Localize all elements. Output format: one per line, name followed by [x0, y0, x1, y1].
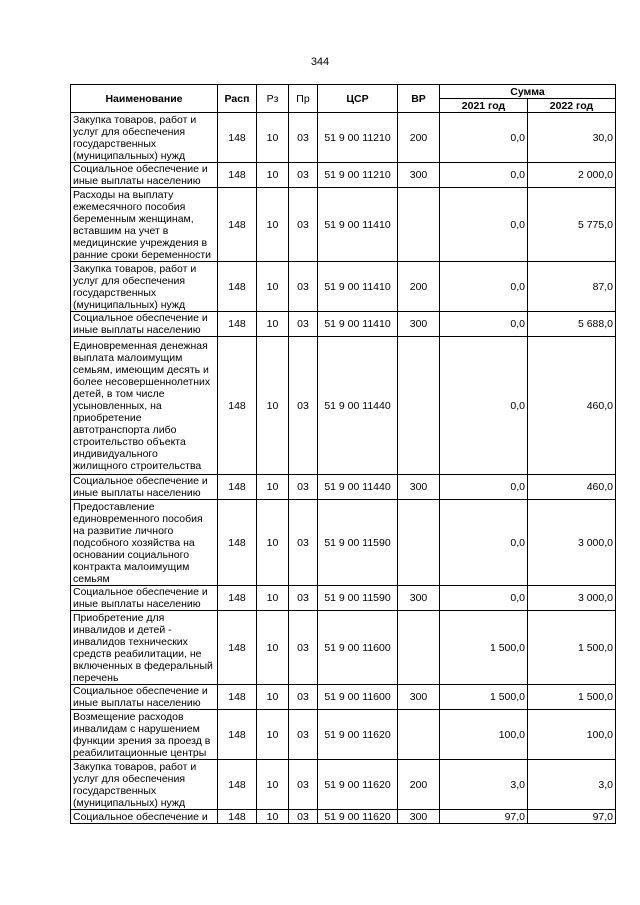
row-csr: 51 9 00 11440 — [318, 337, 398, 475]
row-rasp: 148 — [218, 586, 257, 611]
row-name: Предоставление единовременного пособия на развитие личного подсобного хозяйства на основании социального контракта малоимущим семьям — [71, 500, 218, 586]
row-sum-2022: 87,0 — [528, 262, 616, 312]
row-rz: 10 — [257, 760, 289, 810]
row-name: Социальное обеспечение и иные выплаты населению — [71, 312, 218, 337]
row-vr: 300 — [398, 685, 440, 710]
row-vr: 200 — [398, 760, 440, 810]
row-name: Закупка товаров, работ и услуг для обеспечения государственных (муниципальных) нужд — [71, 262, 218, 312]
row-pr: 03 — [289, 475, 318, 500]
row-rz: 10 — [257, 188, 289, 262]
row-sum-2022: 3 000,0 — [528, 586, 616, 611]
row-vr — [398, 500, 440, 586]
row-rasp: 148 — [218, 312, 257, 337]
row-rz: 10 — [257, 500, 289, 586]
row-csr: 51 9 00 11590 — [318, 586, 398, 611]
header-name: Наименование — [71, 85, 218, 113]
row-sum-2021: 0,0 — [440, 500, 528, 586]
table-row — [71, 586, 616, 611]
row-pr: 03 — [289, 163, 318, 188]
header-pr: Пр — [289, 85, 318, 113]
row-name: Социальное обеспечение и иные выплаты населению — [71, 685, 218, 710]
row-sum-2022: 460,0 — [528, 475, 616, 500]
row-pr: 03 — [289, 760, 318, 810]
row-rasp: 148 — [218, 760, 257, 810]
row-rz: 10 — [257, 262, 289, 312]
row-csr: 51 9 00 11440 — [318, 475, 398, 500]
row-rasp: 148 — [218, 163, 257, 188]
row-sum-2021: 1 500,0 — [440, 611, 528, 685]
row-name: Закупка товаров, работ и услуг для обеспечения государственных (муниципальных) нужд — [71, 113, 218, 163]
row-sum-2022: 97,0 — [528, 810, 616, 824]
row-rasp: 148 — [218, 500, 257, 586]
row-vr — [398, 188, 440, 262]
header-vr: ВР — [398, 85, 440, 113]
row-vr: 300 — [398, 163, 440, 188]
row-sum-2022: 1 500,0 — [528, 611, 616, 685]
table-row — [71, 685, 616, 710]
row-vr: 300 — [398, 312, 440, 337]
row-sum-2022: 30,0 — [528, 113, 616, 163]
row-pr: 03 — [289, 312, 318, 337]
row-sum-2021: 1 500,0 — [440, 685, 528, 710]
row-sum-2021: 100,0 — [440, 710, 528, 760]
header-year-2021: 2021 год — [440, 99, 528, 113]
row-pr: 03 — [289, 262, 318, 312]
table-row — [71, 500, 616, 586]
row-name: Социальное обеспечение и иные выплаты населению — [71, 586, 218, 611]
header-sum: Сумма — [440, 85, 616, 99]
row-vr: 300 — [398, 586, 440, 611]
row-rz: 10 — [257, 163, 289, 188]
row-rz: 10 — [257, 113, 289, 163]
row-pr: 03 — [289, 500, 318, 586]
row-csr: 51 9 00 11620 — [318, 710, 398, 760]
row-rasp: 148 — [218, 685, 257, 710]
row-rz: 10 — [257, 312, 289, 337]
row-name: Расходы на выплату ежемесячного пособия беременным женщинам, вставшим на учет в медицинские учреждения в ранние сроки беременности — [71, 188, 218, 262]
row-vr: 200 — [398, 262, 440, 312]
row-csr: 51 9 00 11210 — [318, 113, 398, 163]
row-pr: 03 — [289, 586, 318, 611]
row-sum-2021: 0,0 — [440, 337, 528, 475]
header-rasp: Расп — [218, 85, 257, 113]
row-sum-2022: 1 500,0 — [528, 685, 616, 710]
row-sum-2021: 3,0 — [440, 760, 528, 810]
row-csr: 51 9 00 11410 — [318, 312, 398, 337]
row-rz: 10 — [257, 810, 289, 824]
budget-table — [70, 84, 616, 824]
row-csr: 51 9 00 11600 — [318, 611, 398, 685]
row-name: Приобретение для инвалидов и детей - инвалидов технических средств реабилитации, не включенных в федеральный перечень — [71, 611, 218, 685]
row-sum-2021: 0,0 — [440, 312, 528, 337]
row-rasp: 148 — [218, 810, 257, 824]
page-number: 344 — [310, 56, 330, 68]
row-vr: 200 — [398, 113, 440, 163]
row-pr: 03 — [289, 188, 318, 262]
row-csr: 51 9 00 11600 — [318, 685, 398, 710]
row-sum-2021: 0,0 — [440, 586, 528, 611]
row-sum-2022: 5 688,0 — [528, 312, 616, 337]
header-rz: Рз — [257, 85, 289, 113]
row-csr: 51 9 00 11620 — [318, 760, 398, 810]
row-sum-2022: 100,0 — [528, 710, 616, 760]
row-rasp: 148 — [218, 475, 257, 500]
row-rasp: 148 — [218, 262, 257, 312]
row-rz: 10 — [257, 475, 289, 500]
row-rz: 10 — [257, 710, 289, 760]
row-name: Социальное обеспечение и иные выплаты населению — [71, 475, 218, 500]
row-csr: 51 9 00 11410 — [318, 188, 398, 262]
table-row — [71, 810, 616, 824]
row-sum-2022: 5 775,0 — [528, 188, 616, 262]
row-rz: 10 — [257, 685, 289, 710]
table-row — [71, 262, 616, 312]
row-name: Социальное обеспечение и иные выплаты населению — [71, 163, 218, 188]
row-sum-2021: 0,0 — [440, 188, 528, 262]
row-rasp: 148 — [218, 113, 257, 163]
row-pr: 03 — [289, 710, 318, 760]
table-row — [71, 312, 616, 337]
row-csr: 51 9 00 11590 — [318, 500, 398, 586]
row-sum-2022: 3 000,0 — [528, 500, 616, 586]
row-rz: 10 — [257, 611, 289, 685]
row-vr: 300 — [398, 475, 440, 500]
row-vr — [398, 337, 440, 475]
row-rasp: 148 — [218, 188, 257, 262]
row-csr: 51 9 00 11620 — [318, 810, 398, 824]
table-row — [71, 760, 616, 810]
row-pr: 03 — [289, 611, 318, 685]
row-pr: 03 — [289, 337, 318, 475]
row-sum-2021: 0,0 — [440, 475, 528, 500]
row-vr: 300 — [398, 810, 440, 824]
row-name: Возмещение расходов инвалидам с нарушением функции зрения за проезд в реабилитационные центры — [71, 710, 218, 760]
row-pr: 03 — [289, 685, 318, 710]
row-sum-2022: 2 000,0 — [528, 163, 616, 188]
row-csr: 51 9 00 11210 — [318, 163, 398, 188]
row-sum-2022: 3,0 — [528, 760, 616, 810]
row-pr: 03 — [289, 113, 318, 163]
row-sum-2022: 460,0 — [528, 337, 616, 475]
header-year-2022: 2022 год — [528, 99, 616, 113]
header-csr: ЦСР — [318, 85, 398, 113]
table-row — [71, 710, 616, 760]
row-sum-2021: 0,0 — [440, 163, 528, 188]
row-vr — [398, 710, 440, 760]
row-pr: 03 — [289, 810, 318, 824]
table-row — [71, 337, 616, 475]
row-name: Социальное обеспечение и — [71, 810, 218, 824]
table-row — [71, 188, 616, 262]
row-rz: 10 — [257, 337, 289, 475]
row-rz: 10 — [257, 586, 289, 611]
row-vr — [398, 611, 440, 685]
table-row — [71, 113, 616, 163]
row-rasp: 148 — [218, 611, 257, 685]
table-row — [71, 611, 616, 685]
table-row — [71, 163, 616, 188]
row-sum-2021: 0,0 — [440, 113, 528, 163]
row-sum-2021: 97,0 — [440, 810, 528, 824]
table-row — [71, 475, 616, 500]
row-rasp: 148 — [218, 710, 257, 760]
row-csr: 51 9 00 11410 — [318, 262, 398, 312]
row-rasp: 148 — [218, 337, 257, 475]
row-name: Закупка товаров, работ и услуг для обеспечения государственных (муниципальных) нужд — [71, 760, 218, 810]
row-name: Единовременная денежная выплата малоимущим семьям, имеющим десять и более несовершеннолетних детей, в том числе усыновленных, на приобретение автотранспорта либо строительство объекта индивидуального жилищного строительства — [71, 337, 218, 475]
row-sum-2021: 0,0 — [440, 262, 528, 312]
